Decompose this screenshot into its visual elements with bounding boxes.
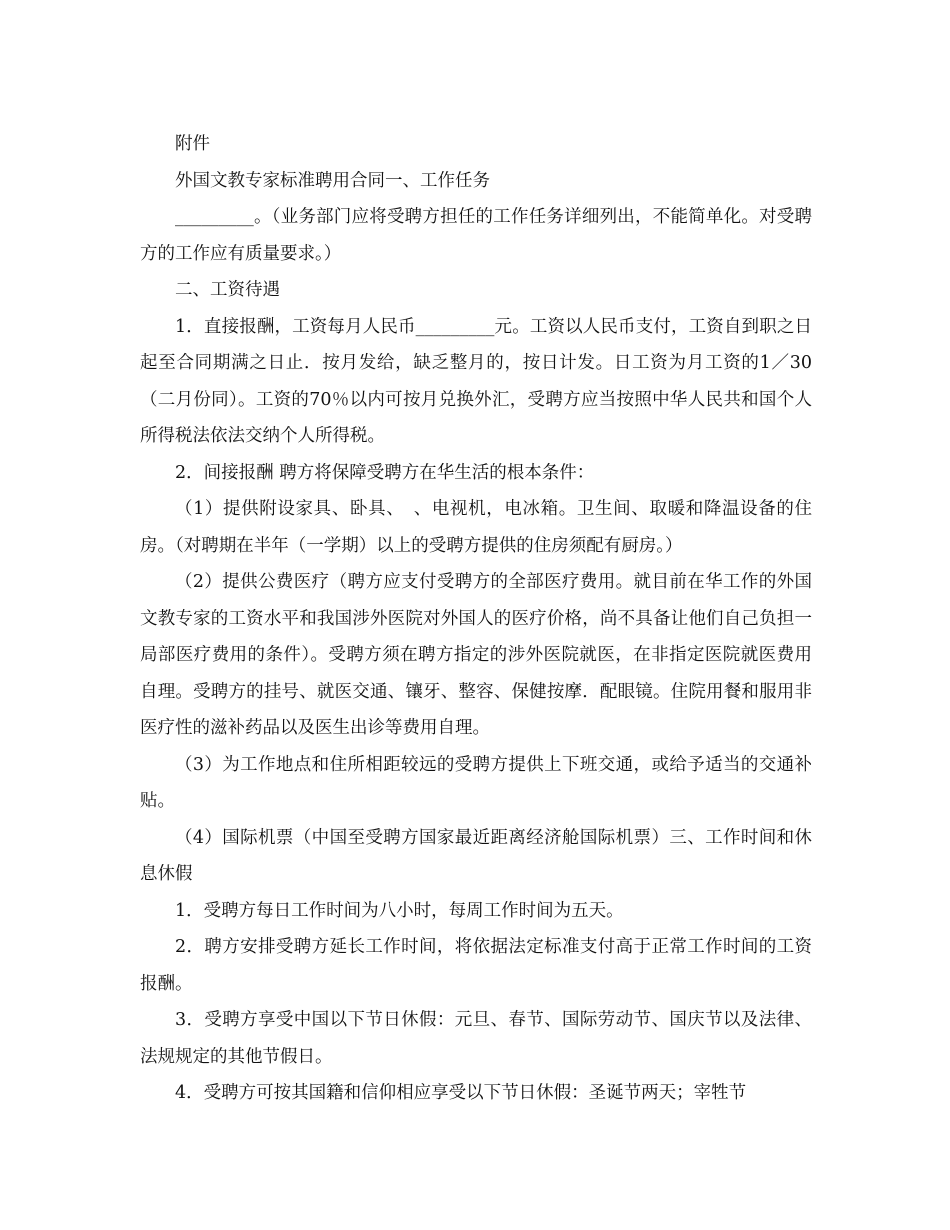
paragraph-contract-title: 外国文教专家标准聘用合同一、工作任务 <box>175 170 490 191</box>
heading-salary: 二、工资待遇 <box>175 280 280 300</box>
paragraph-task-description: _________。（业务部门应将受聘方担任的工作任务详细列出，不能简单化。对受聘方的工作应有质量要求。） <box>140 207 812 264</box>
paragraph-holidays-china: 3．受聘方享受中国以下节日休假：元旦、春节、国际劳动节、国庆节以及法律、法规规定的其他节假日。 <box>140 1010 812 1067</box>
paragraph-overtime: 2．聘方安排受聘方延长工作时间，将依据法定标准支付高于正常工作时间的工资报酬。 <box>140 937 812 994</box>
paragraph-holidays-nationality: 4．受聘方可按其国籍和信仰相应享受以下节日休假：圣诞节两天；宰牲节 <box>175 1083 747 1103</box>
paragraph-attachment: 附件 <box>175 134 210 154</box>
paragraph-housing: （1）提供附设家具、卧具、 、电视机，电冰箱。卫生间、取暖和降温设备的住房。（对聘期在半年（一学期）以上的受聘方提供的住房须配有厨房。） <box>140 499 812 556</box>
paragraph-medical: （2）提供公费医疗（聘方应支付受聘方的全部医疗费用。就目前在华工作的外国文教专家的工资水平和我国涉外医院对外国人的医疗价格，尚不具备让他们自己负担一局部医疗费用的条件）。受聘方须在聘方指定的涉外医院就医，在非指定医院就医费用自理。受聘方的挂号、就医交通、镶牙、整容、保健按摩．配眼镜。住院用餐和服用非医疗性的滋补药品以及医生出诊等费用自理。 <box>140 572 812 738</box>
paragraph-work-hours: 1．受聘方每日工作时间为八小时，每周工作时间为五天。 <box>175 900 624 921</box>
paragraph-air-ticket: （4）国际机票（中国至受聘方国家最近距离经济舱国际机票）三、工作时间和休息休假 <box>140 827 812 884</box>
paragraph-indirect-pay: 2．间接报酬 聘方将保障受聘方在华生活的根本条件： <box>175 462 595 483</box>
paragraph-direct-pay: 1．直接报酬，工资每月人民币_________元。工资以人民币支付，工资自到职之日起至合同期满之日止．按月发给，缺乏整月的，按日计发。日工资为月工资的1／30（二月份同）。工资的70％以内可按月兑换外汇，受聘方应当按照中华人民共和国个人所得税法依法交纳个人所得税。 <box>140 316 812 446</box>
paragraph-transport: （3）为工作地点和住所相距较远的受聘方提供上下班交通，或给予适当的交通补贴。 <box>140 754 812 811</box>
document-body <box>140 126 812 1112</box>
